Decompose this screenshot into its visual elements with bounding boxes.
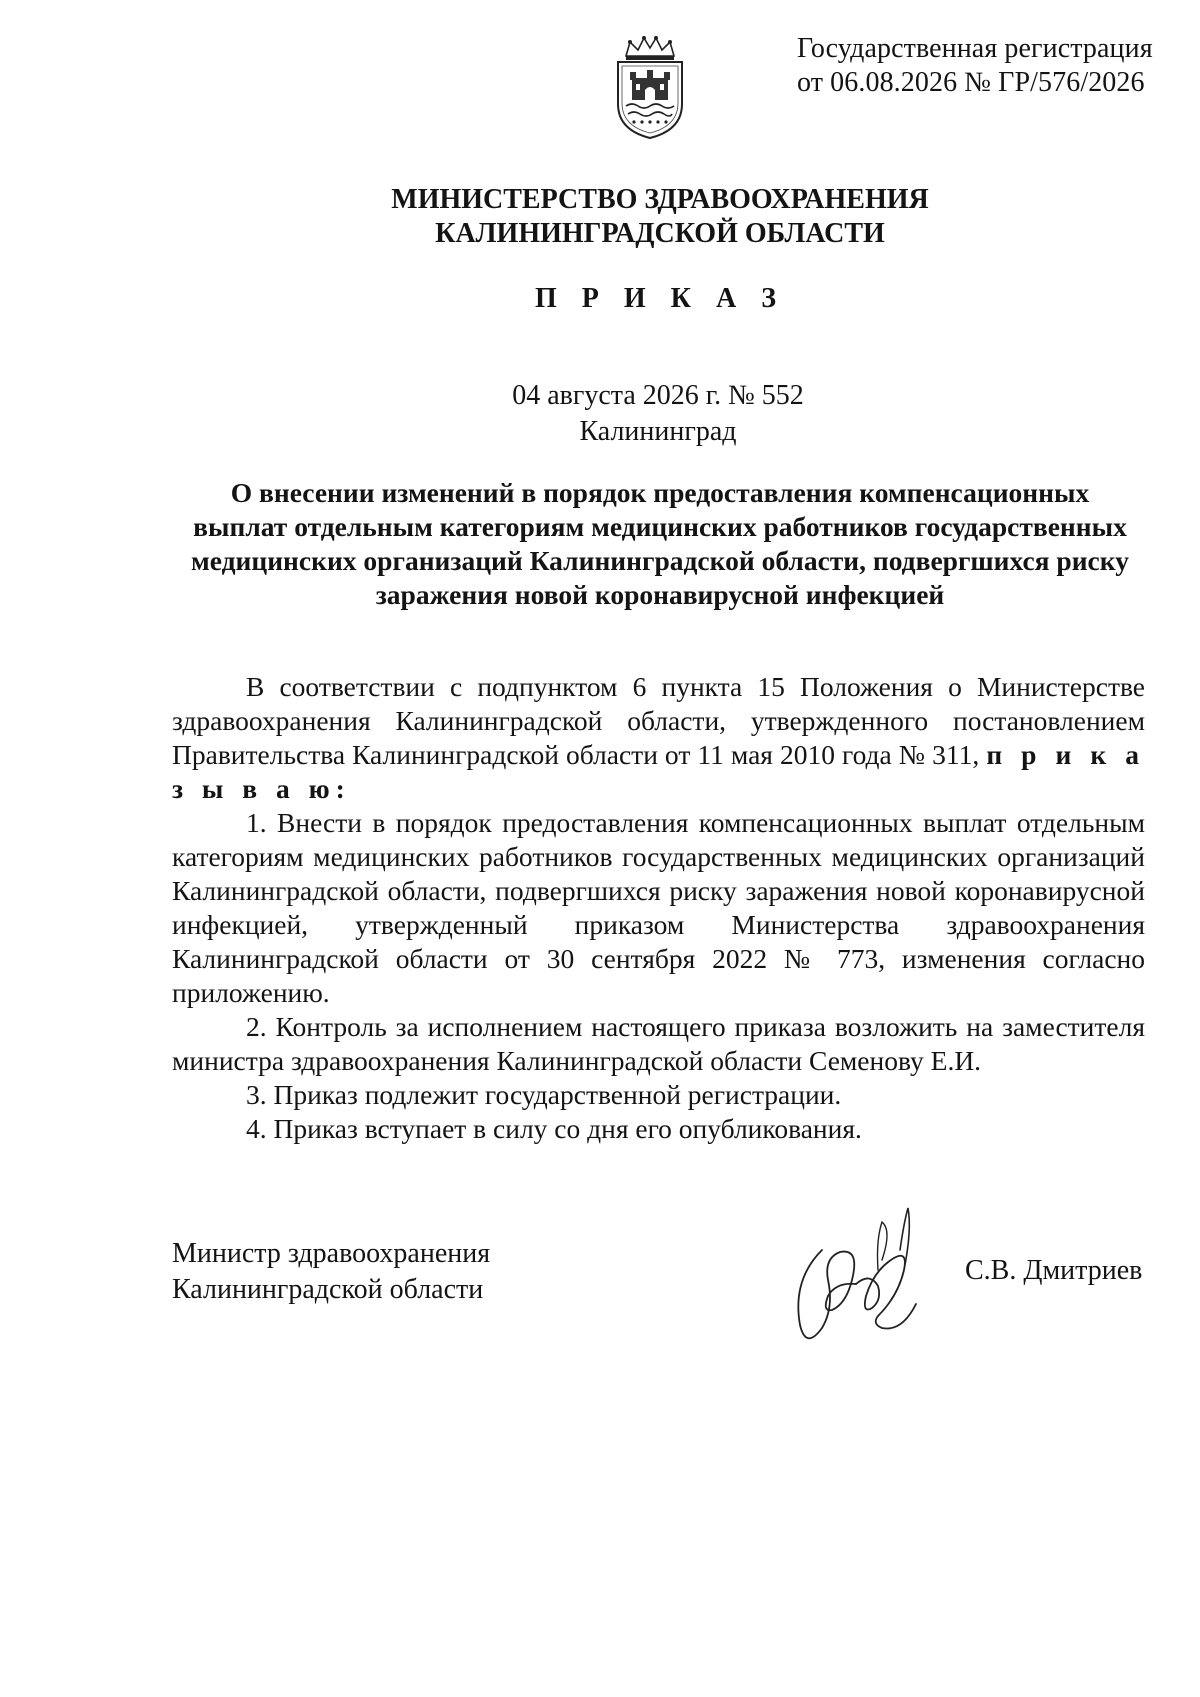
handwritten-signature-icon [782, 1200, 942, 1350]
subject-line: медицинских организаций Калининградской области, подвергшихся риску [191, 545, 1129, 576]
order-item-1: 1. Внести в порядок предоставления компенсационных выплат отдельным категориям медицинских работников государственных медицинских организаций Калининградской области, подвергшихся риску заражения новой коронавирусной инфекцией, утвержденный приказом Министерства здравоохранения Калининградской области от 30 сентября 2022 № 773, изменения согласно приложению. [172, 807, 1145, 1008]
order-subject [170, 476, 1150, 612]
order-date-number: 04 августа 2026 г. № 552 [512, 380, 804, 411]
subject-line: выплат отдельным категориям медицинских работников государственных [193, 511, 1127, 542]
ministry-title [0, 183, 1200, 251]
document-type: П Р И К А З [535, 283, 785, 314]
preamble-paragraph [172, 670, 1145, 806]
date-and-place [0, 378, 1200, 450]
order-item-4: 4. Приказ вступает в силу со дня его опубликования. [246, 1113, 862, 1144]
signatory-name: С.В. Дмитриев [965, 1255, 1143, 1286]
signatory-position-line2: Калининградской области [172, 1274, 484, 1305]
ministry-title-line1: МИНИСТЕРСТВО ЗДРАВООХРАНЕНИЯ [391, 184, 929, 215]
subject-line: О внесении изменений в порядок предоставления компенсационных [230, 477, 1090, 508]
subject-line: заражения новой коронавирусной инфекцией [375, 579, 945, 610]
signatory-position-line1: Министр здравоохранения [172, 1238, 491, 1269]
order-item-3: 3. Приказ подлежит государственной регистрации. [246, 1079, 842, 1110]
order-word: п р и к а з ы в а ю: [172, 739, 1145, 804]
signatory-position [172, 1236, 490, 1308]
preamble-text: В соответствии с подпунктом 6 пункта 15 Положения о Министерстве здравоохранения Калининградской области, утвержденного постановлением Правительства Калининградской области от 11 мая 2010 года № 311, [172, 671, 1145, 770]
coat-of-arms-icon [612, 34, 688, 140]
registration-label: Государственная регистрация [797, 33, 1153, 64]
order-city: Калининград [579, 416, 737, 447]
ministry-title-line2: КАЛИНИНГРАДСКОЙ ОБЛАСТИ [435, 218, 885, 249]
state-registration-stamp [797, 32, 1153, 100]
registration-number: от 06.08.2026 № ГР/576/2026 [797, 67, 1145, 98]
order-body [172, 670, 1145, 1146]
order-item-2: 2. Контроль за исполнением настоящего приказа возложить на заместителя министра здравоохранения Калининградской области Семенову Е.И. [172, 1011, 1145, 1076]
